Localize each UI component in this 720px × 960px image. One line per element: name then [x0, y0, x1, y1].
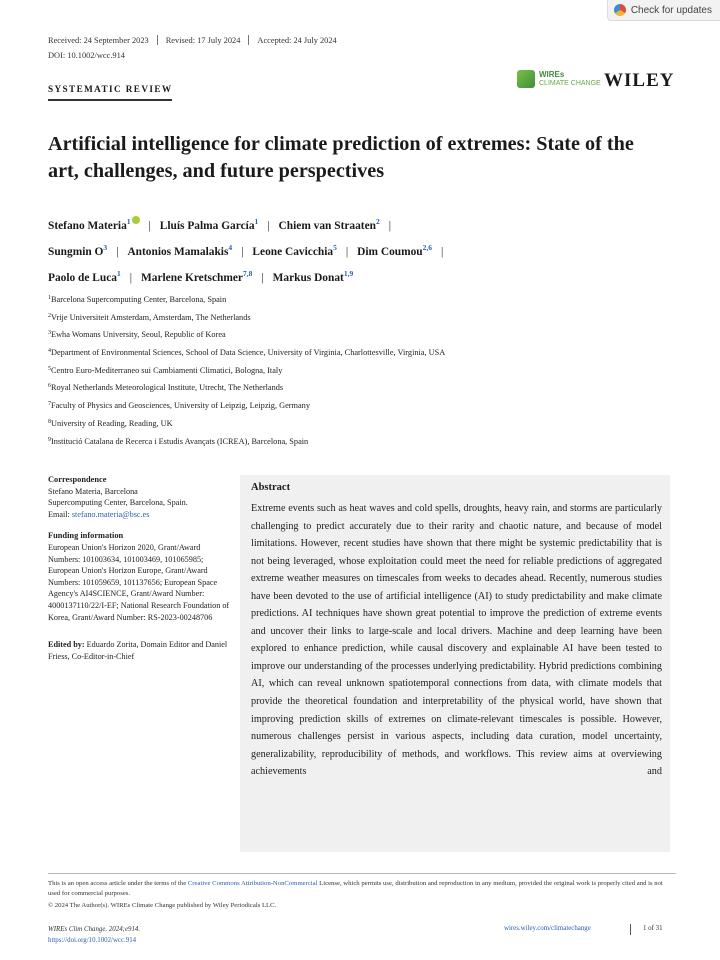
correspondence-email-link[interactable]: stefano.materia@bsc.es	[71, 509, 150, 519]
edited-by-block	[48, 639, 234, 662]
affiliation-item: $^1$Barcelona Supercomputing Center, Barcelona, Spain	[48, 295, 227, 304]
author-separator: |	[345, 246, 349, 258]
doi-link[interactable]: https://doi.org/10.1002/wcc.914	[48, 936, 137, 944]
affiliation-marker[interactable]: 1,9	[343, 269, 354, 278]
correspondence-email-line: Email: stefano.materia@bsc.es	[48, 509, 150, 519]
abstract-text: Extreme events such as heat waves and cold spells, droughts, heavy rain, and storms are particularly challenging to predict accurately due to their rarity and chaotic nature, and because of model limitations. However, recent studies have shown that there might be systemic predictability that is not being leveraged, whose exploitation could meet the need for reliable predictions of aggregated extreme weather measures on timescales from weeks to decades ahead. Recently, numerous studies have been devoted to the use of artificial intelligence (AI) to study predictability and make climate predictions. AI techniques have shown great potential to improve the prediction of extreme events and uncover their links to large-scale and local drivers. Machine and deep learning have been explored to enhance prediction, while causal discovery and explainable AI have been tested to improve our understanding of the processes underlying predictability. Hybrid predictions combining AI, which can reveal unknown spatiotemporal connections from data, with climate models that provide the theoretical foundation and interpretability of the physical world, have shown that improving prediction skills of extremes on climate-relevant timescales is possible. However, numerous challenges persist in various aspects, including data curation, model uncertainty, generalizability, reproducibility of methods, and workflows. This review aims at overviewing achievements and	[251, 503, 662, 778]
affiliation-marker[interactable]: 1	[116, 269, 121, 278]
author-name[interactable]: Paolo de Luca$^1$	[48, 269, 121, 284]
affiliation-marker[interactable]: 7,8	[242, 269, 253, 278]
author-separator: |	[129, 272, 133, 284]
author-name[interactable]: Sungmin $O^3$	[48, 243, 108, 258]
article-info-sidebar	[48, 474, 234, 672]
author-separator: |	[241, 246, 244, 258]
affiliation-item: $^2$Vrije Universiteit Amsterdam, Amsterdam, The Netherlands	[48, 312, 251, 322]
author-name[interactable]: Marlene Kretschmer$^{7,8}$	[141, 269, 253, 284]
wires-logo-icon	[517, 70, 535, 88]
footer-citation	[48, 925, 140, 946]
author-separator: |	[388, 220, 392, 232]
affiliation-marker[interactable]: 3	[103, 243, 108, 252]
copyright-text: © 2024 The Author(s). WIREs Climate Change published by Wiley Periodicals LLC.	[48, 902, 277, 909]
author-line	[48, 263, 688, 289]
orcid-icon[interactable]	[132, 216, 140, 224]
author-name[interactable]: Antonios Mamalakis$^4$	[127, 243, 233, 258]
author-list	[48, 211, 688, 289]
author-name[interactable]: Chiem van Straaten$^2$	[278, 217, 380, 232]
affiliation-item: $^7$Faculty of Physics and Geosciences, University of Leipzig, Leipzig, Germany	[48, 401, 310, 411]
author-separator: |	[261, 272, 264, 284]
affiliation-item: $^9$Institució Catalana de Recerca i Estudis Avançats (ICREA), Barcelona, Spain	[48, 436, 309, 446]
crossmark-icon	[614, 4, 626, 16]
divider	[157, 35, 158, 45]
journal-citation: WIREs Clim Change. 2024;e914.	[48, 926, 141, 933]
author-name[interactable]: Lluís Palma García$^1$	[159, 217, 259, 232]
author-separator: |	[441, 246, 444, 258]
journal-site-link[interactable]: wires.wiley.com/climatechange	[504, 925, 591, 932]
author-name[interactable]: Dim Coumou$^{2,6}$	[357, 243, 433, 258]
author-line	[48, 211, 688, 237]
author-line	[48, 237, 688, 263]
affiliation-marker[interactable]: 2,6	[422, 243, 433, 252]
check-for-updates-label: Check for updates	[630, 4, 712, 16]
abstract-heading: Abstract	[251, 482, 291, 493]
article-title: Artificial intelligence for climate prediction of extremes: State of the art, challenges, and future perspectives	[48, 133, 634, 182]
author-separator: |	[148, 220, 151, 232]
correspondence-heading: Correspondence	[48, 475, 107, 484]
wires-logo-text: WIREs CLIMATE CHANGE	[539, 70, 601, 87]
affiliation-marker[interactable]: 1	[126, 217, 131, 226]
author-name[interactable]: Leone Cavicchia$^5$	[252, 243, 337, 258]
doi-text: DOI: 10.1002/wcc.914	[48, 51, 125, 60]
affiliation-item: $^3$Ewha Womans University, Seoul, Republic of Korea	[48, 330, 226, 340]
revised-date: Revised: 17 July 2024	[165, 35, 241, 45]
author-separator: |	[267, 220, 270, 232]
license-link[interactable]: Creative Commons Attribution-NonCommercial	[187, 880, 318, 887]
author-name[interactable]: Stefano Materia$^1$	[48, 220, 140, 232]
affiliation-list	[48, 292, 688, 451]
affiliation-item: $^6$Royal Netherlands Meteorological Institute, Utrecht, The Netherlands	[48, 383, 284, 393]
affiliation-marker[interactable]: 2	[376, 217, 380, 226]
funding-heading: Funding information	[48, 531, 124, 541]
received-date: Received: 24 September 2023	[48, 35, 149, 45]
affiliation-marker[interactable]: 5	[333, 243, 337, 252]
funding-block	[48, 530, 234, 623]
check-for-updates-button[interactable]	[607, 0, 720, 21]
footer-divider	[630, 924, 631, 935]
license-footnote: This is an open access article under the terms of the Creative Commons Attribution-NonCommercial License, which permits use, distribution and reproduction in any medium, provided the original work is properly cited and is not used for commercial purposes.	[48, 880, 663, 897]
author-separator: |	[116, 246, 119, 258]
correspondence-name: Stefano Materia, Barcelona	[48, 486, 138, 496]
article-dates	[48, 35, 337, 45]
affiliation-item: $^5$Centro Euro-Mediterraneo sui Cambiamenti Climatici, Bologna, Italy	[48, 365, 283, 375]
article-type-label: SYSTEMATIC REVIEW	[48, 84, 172, 101]
author-name[interactable]: Markus Donat$^{1,9}$	[272, 269, 354, 284]
affiliation-item: $^8$University of Reading, Reading, UK	[48, 418, 173, 428]
divider	[248, 35, 249, 45]
affiliation-item: $^4$Department of Environmental Sciences, School of Data Science, University of Virginia, Charlottesville, Virginia, USA	[48, 348, 446, 358]
footnote-divider	[48, 873, 676, 874]
correspondence-address: Supercomputing Center, Barcelona, Spain.	[48, 498, 188, 508]
page-number: 1 of 31	[643, 925, 663, 932]
funding-text: European Union's Horizon 2020, Grant/Award Numbers: 101003634, 101003469, 101065985; European Union's Horizon Europe, Grant/Award Numbers: 101059659, 101137656; European Space Agency's AI4SCIENCE, Grant/Award Number: 4000137110/22/I-EF; National Research Foundation of Korea, Grant/Award Number: RS-2023-00248706	[48, 542, 230, 622]
affiliation-marker[interactable]: 1	[254, 217, 259, 226]
wires-climate-change-logo	[517, 70, 601, 88]
wiley-logo: WILEY	[604, 70, 675, 91]
affiliation-marker[interactable]: 4	[228, 243, 233, 252]
correspondence-block	[48, 474, 234, 520]
accepted-date: Accepted: 24 July 2024	[257, 35, 337, 45]
edited-by-text: Eduardo Zorita, Domain Editor and Daniel Friess, Co-Editor-in-Chief	[48, 640, 228, 661]
edited-by-label: Edited by:	[48, 640, 85, 650]
